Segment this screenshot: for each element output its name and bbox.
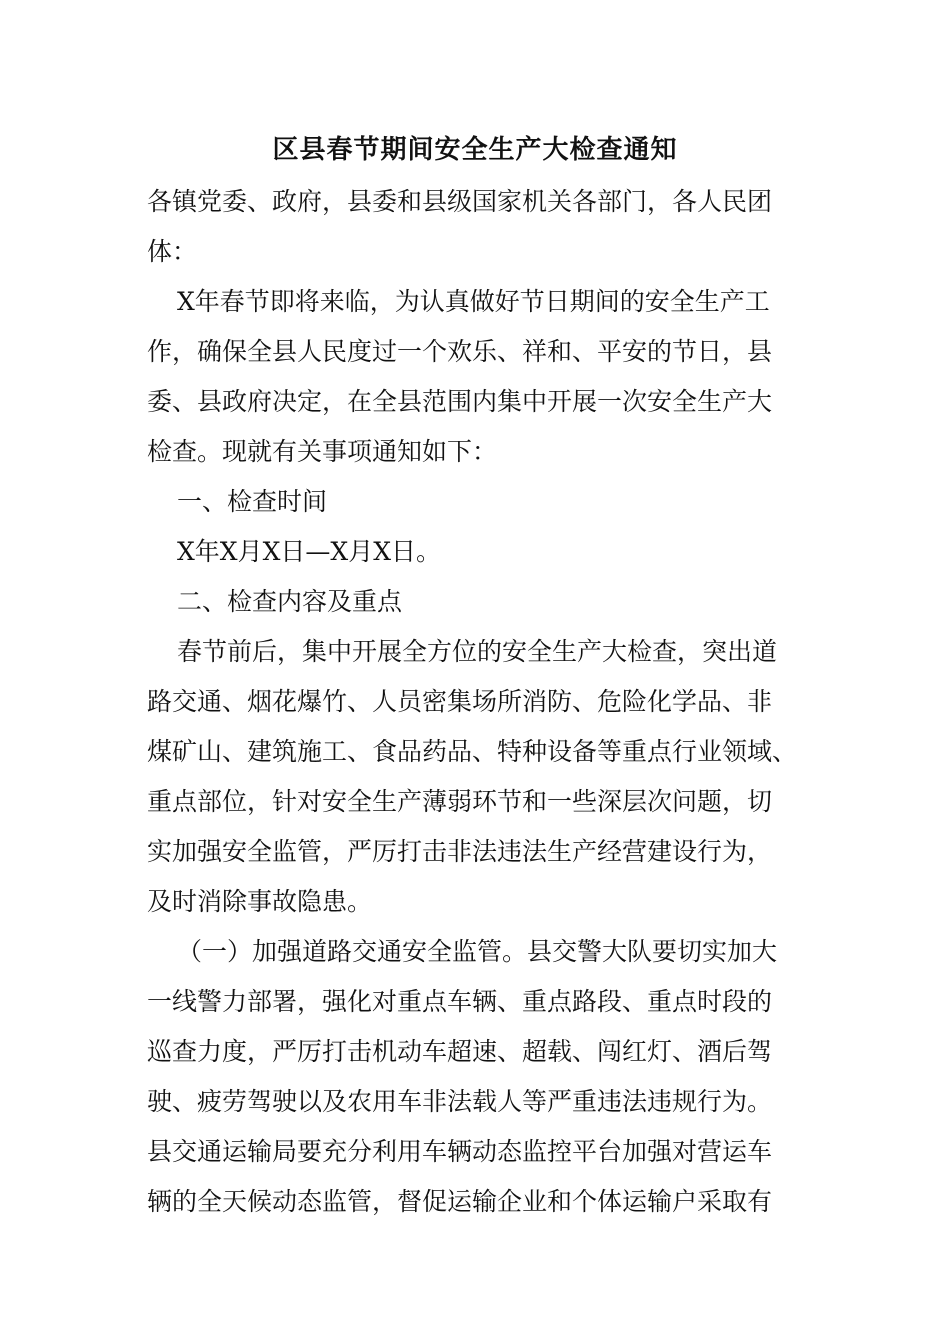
text-line: 一线警力部署，强化对重点车辆、重点路段、重点时段的 (147, 987, 773, 1016)
text-line: 春节前后，集中开展全方位的安全生产大检查，突出道 (177, 637, 778, 666)
text-line: 作，确保全县人民度过一个欢乐、祥和、平安的节日，县 (147, 337, 773, 366)
text-line: （一）加强道路交通安全监管。县交警大队要切实加大 (177, 937, 778, 966)
text-line: X年X月X日—X月X日。 (177, 537, 441, 566)
document-title: 区县春节期间安全生产大检查通知 (272, 135, 678, 165)
text-line: 辆的全天候动态监管，督促运输企业和个体运输户采取有 (147, 1187, 773, 1216)
text-line: 路交通、烟花爆竹、人员密集场所消防、危险化学品、非 (147, 687, 773, 716)
text-line: 县交通运输局要充分利用车辆动态监控平台加强对营运车 (147, 1137, 773, 1166)
section-heading: 二、检查内容及重点 (177, 587, 403, 616)
text-line: 及时消除事故隐患。 (147, 887, 373, 916)
text-line: 重点部位，针对安全生产薄弱环节和一些深层次问题，切 (147, 787, 773, 816)
text-line: 体： (147, 237, 198, 266)
section-heading: 一、检查时间 (177, 487, 328, 516)
text-line: 巡查力度，严厉打击机动车超速、超载、闯红灯、酒后驾 (147, 1037, 773, 1066)
text-line: 煤矿山、建筑施工、食品药品、特种设备等重点行业领域、 (147, 737, 798, 766)
text-line: 实加强安全监管，严厉打击非法违法生产经营建设行为， (147, 837, 773, 866)
text-line: 委、县政府决定，在全县范围内集中开展一次安全生产大 (147, 387, 773, 416)
text-line: X年春节即将来临，为认真做好节日期间的安全生产工 (177, 287, 770, 316)
text-line: 驶、疲劳驾驶以及农用车非法载人等严重违法违规行为。 (147, 1087, 773, 1116)
text-line: 检查。现就有关事项通知如下： (147, 437, 498, 466)
text-line: 各镇党委、政府，县委和县级国家机关各部门，各人民团 (147, 187, 773, 216)
